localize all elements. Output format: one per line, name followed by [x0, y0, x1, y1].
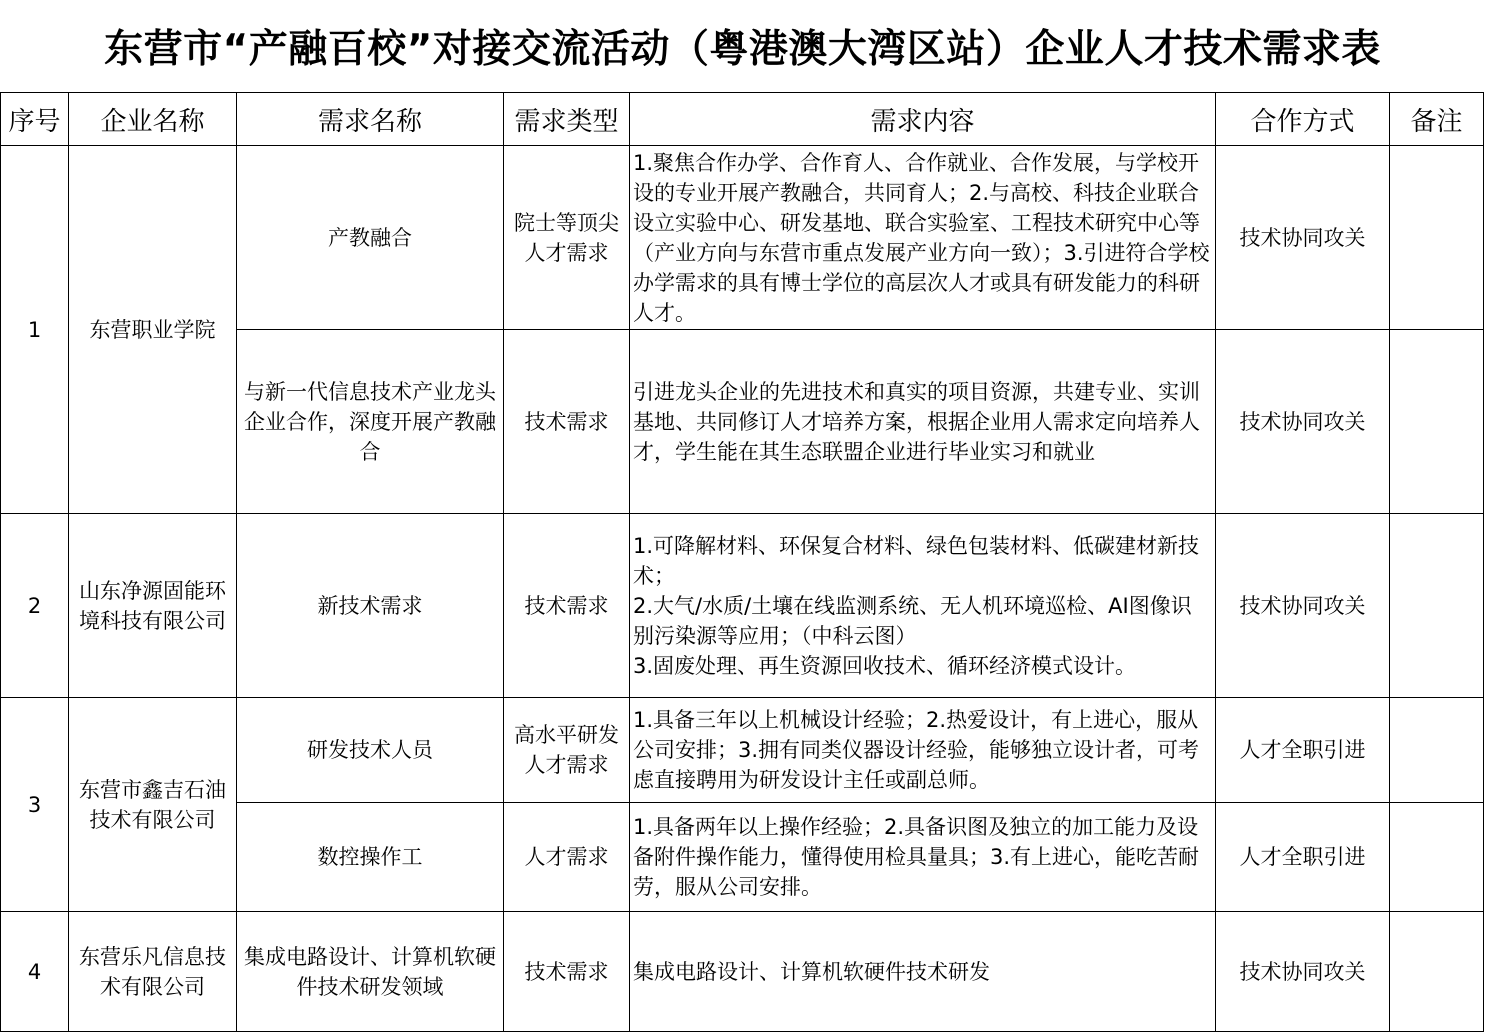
demand-name-cell[interactable]: 集成电路设计、计算机软硬件技术研发领域 [237, 912, 504, 1032]
remark-cell[interactable] [1390, 912, 1484, 1032]
header-demand-name[interactable]: 需求名称 [237, 93, 504, 146]
demand-table [0, 92, 1484, 1032]
cooperation-cell[interactable]: 人才全职引进 [1216, 803, 1390, 912]
demand-type-cell[interactable]: 人才需求 [504, 803, 630, 912]
table-row [1, 912, 1484, 1032]
header-index[interactable]: 序号 [1, 93, 69, 146]
demand-type-cell[interactable]: 技术需求 [504, 330, 630, 514]
cooperation-cell[interactable]: 技术协同攻关 [1216, 330, 1390, 514]
content-cell[interactable]: 集成电路设计、计算机软硬件技术研发 [630, 912, 1216, 1032]
company-cell[interactable]: 东营乐凡信息技术有限公司 [69, 912, 237, 1032]
sheet-title: 东营市“产融百校”对接交流活动（粤港澳大湾区站）企业人才技术需求表 [104, 27, 1381, 72]
demand-name-cell[interactable]: 与新一代信息技术产业龙头企业合作，深度开展产教融合 [237, 330, 504, 514]
header-row [1, 93, 1484, 146]
cooperation-cell[interactable]: 技术协同攻关 [1216, 912, 1390, 1032]
remark-cell[interactable] [1390, 803, 1484, 912]
demand-name-cell[interactable]: 产教融合 [237, 146, 504, 330]
demand-type-cell[interactable]: 院士等顶尖人才需求 [504, 146, 630, 330]
remark-cell[interactable] [1390, 698, 1484, 803]
remark-cell[interactable] [1390, 146, 1484, 330]
content-cell[interactable]: 引进龙头企业的先进技术和真实的项目资源，共建专业、实训基地、共同修订人才培养方案，根据企业用人需求定向培养人才，学生能在其生态联盟企业进行毕业实习和就业 [630, 330, 1216, 514]
demand-type-cell[interactable]: 技术需求 [504, 514, 630, 698]
header-content[interactable]: 需求内容 [630, 93, 1216, 146]
index-cell[interactable]: 2 [1, 514, 69, 698]
table-row [1, 146, 1484, 330]
company-cell[interactable]: 东营市鑫吉石油技术有限公司 [69, 698, 237, 912]
content-cell[interactable]: 1.聚焦合作办学、合作育人、合作就业、合作发展，与学校开设的专业开展产教融合，共同育人；2.与高校、科技企业联合设立实验中心、研发基地、联合实验室、工程技术研究中心等（产业方向与东营市重点发展产业方向一致）；3.引进符合学校办学需求的具有博士学位的高层次人才或具有研发能力的科研人才。 [630, 146, 1216, 330]
header-company[interactable]: 企业名称 [69, 93, 237, 146]
remark-cell[interactable] [1390, 330, 1484, 514]
content-line: 3.固废处理、再生资源回收技术、循环经济模式设计。 [633, 653, 1137, 678]
content-line: 1.可降解材料、环保复合材料、绿色包装材料、低碳建材新技术； [633, 533, 1200, 588]
demand-type-cell[interactable]: 高水平研发人才需求 [504, 698, 630, 803]
demand-type-cell[interactable]: 技术需求 [504, 912, 630, 1032]
index-cell[interactable]: 4 [1, 912, 69, 1032]
header-cooperation[interactable]: 合作方式 [1216, 93, 1390, 146]
header-remark[interactable]: 备注 [1390, 93, 1484, 146]
demand-name-cell[interactable]: 研发技术人员 [237, 698, 504, 803]
demand-name-cell[interactable]: 数控操作工 [237, 803, 504, 912]
index-cell[interactable]: 3 [1, 698, 69, 912]
content-cell[interactable]: 1.具备三年以上机械设计经验；2.热爱设计，有上进心，服从公司安排；3.拥有同类仪器设计经验，能够独立设计者，可考虑直接聘用为研发设计主任或副总师。 [630, 698, 1216, 803]
demand-name-cell[interactable]: 新技术需求 [237, 514, 504, 698]
cooperation-cell[interactable]: 人才全职引进 [1216, 698, 1390, 803]
content-cell[interactable]: 1.具备两年以上操作经验；2.具备识图及独立的加工能力及设备附件操作能力，懂得使用检具量具；3.有上进心，能吃苦耐劳，服从公司安排。 [630, 803, 1216, 912]
company-cell[interactable]: 山东净源固能环境科技有限公司 [69, 514, 237, 698]
company-cell[interactable]: 东营职业学院 [69, 146, 237, 514]
table-row [1, 514, 1484, 698]
content-cell[interactable] [630, 514, 1216, 698]
cooperation-cell[interactable]: 技术协同攻关 [1216, 514, 1390, 698]
content-line: 2.大气/水质/土壤在线监测系统、无人机环境巡检、AI图像识别污染源等应用；（中科云图） [633, 593, 1192, 648]
cooperation-cell[interactable]: 技术协同攻关 [1216, 146, 1390, 330]
header-demand-type[interactable]: 需求类型 [504, 93, 630, 146]
remark-cell[interactable] [1390, 514, 1484, 698]
index-cell[interactable]: 1 [1, 146, 69, 514]
table-row [1, 698, 1484, 803]
